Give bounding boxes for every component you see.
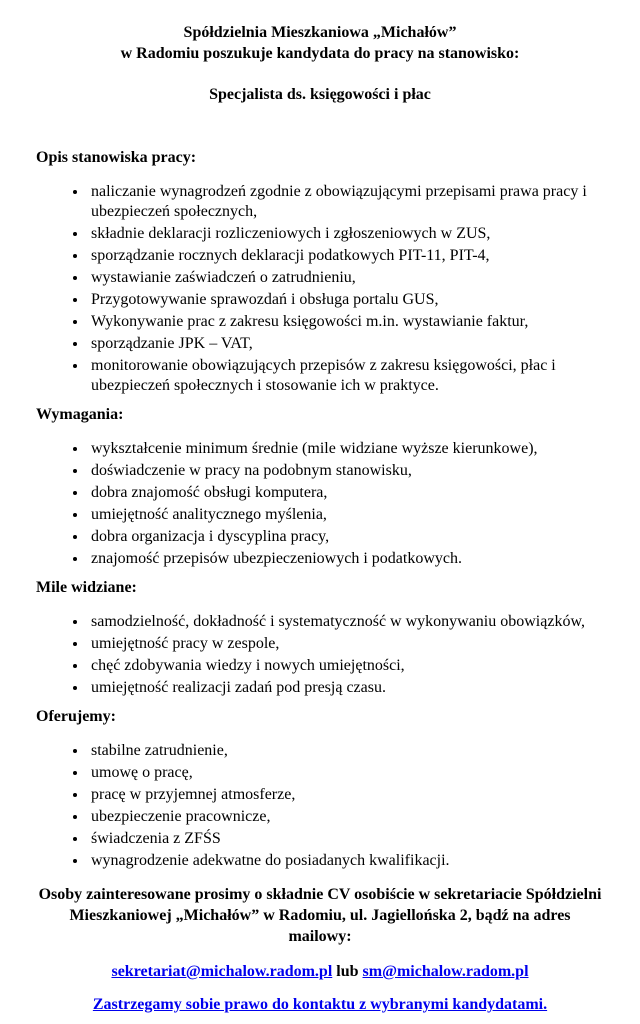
contact-line-1: Osoby zainteresowane prosimy o składnie CV osobiście w sekretariacie Spółdzielni xyxy=(38,886,602,903)
bullet-item: • dobra organizacja i dyscyplina pracy, xyxy=(88,527,604,547)
bullet-item: • umiejętność pracy w zespole, xyxy=(88,634,604,654)
contact-paragraph xyxy=(36,884,604,947)
bullet-item: • składnie deklaracji rozliczeniowych i zgłoszeniowych w ZUS, xyxy=(88,224,604,244)
bullet-item: • stabilne zatrudnienie, xyxy=(88,741,604,761)
section-heading-opis-stanowiska: Opis stanowiska pracy: xyxy=(36,149,197,166)
bullet-list-oferujemy xyxy=(36,741,604,871)
org-name: Spółdzielnia Mieszkaniowa „Michałów” xyxy=(183,24,457,41)
bullet-item: • umiejętność realizacji zadań pod presją czasu. xyxy=(88,678,604,698)
bullet-list-mile-widziane xyxy=(36,612,604,698)
bullet-item: • znajomość przepisów ubezpieczeniowych i podatkowych. xyxy=(88,549,604,569)
bullet-list-wymagania xyxy=(36,439,604,569)
bullet-item: • dobra znajomość obsługi komputera, xyxy=(88,483,604,503)
header-subtitle: w Radomiu poszukuje kandydata do pracy na stanowisko: xyxy=(120,45,520,62)
bullet-item: • ubezpieczenie pracownicze, xyxy=(88,807,604,827)
bullet-item: • sporządzanie JPK – VAT, xyxy=(88,334,604,354)
bullet-item: • naliczanie wynagrodzeń zgodnie z obowiązującymi przepisami prawa pracy i ubezpieczeń społecznych, xyxy=(88,182,604,222)
bullet-item: • Przygotowywanie sprawozdań i obsługa portalu GUS, xyxy=(88,290,604,310)
bullet-item: • chęć zdobywania wiedzy i nowych umiejętności, xyxy=(88,656,604,676)
bullet-item: • Wykonywanie prac z zakresu księgowości m.in. wystawianie faktur, xyxy=(88,312,604,332)
email-link-secondary[interactable]: sm@michalow.radom.pl xyxy=(362,963,529,980)
contact-line-2: Mieszkaniowej „Michałów” w Radomiu, ul. Jagiellońska 2, bądź na adres mailowy: xyxy=(69,907,571,945)
bullet-item: • wykształcenie minimum średnie (mile widziane wyższe kierunkowe), xyxy=(88,439,604,459)
bullet-item: • świadczenia z ZFŚS xyxy=(88,829,604,849)
bullet-item: • pracę w przyjemnej atmosferze, xyxy=(88,785,604,805)
bullet-item: • monitorowanie obowiązujących przepisów z zakresu księgowości, płac i ubezpieczeń społecznych i stosowanie ich w praktyce. xyxy=(88,356,604,396)
job-title: Specjalista ds. księgowości i płac xyxy=(209,86,431,103)
bullet-item: • umiejętność analitycznego myślenia, xyxy=(88,505,604,525)
bullet-item: • doświadczenie w pracy na podobnym stanowisku, xyxy=(88,461,604,481)
bullet-item: • wystawianie zaświadczeń o zatrudnieniu, xyxy=(88,268,604,288)
closing-note xyxy=(36,994,604,1015)
closing-note-link[interactable]: Zastrzegamy sobie prawo do kontaktu z wybranymi kandydatami. xyxy=(92,996,548,1013)
bullet-item: • sporządzanie rocznych deklaracji podatkowych PIT-11, PIT-4, xyxy=(88,246,604,266)
bullet-list-opis-stanowiska xyxy=(36,182,604,396)
email-line xyxy=(36,961,604,982)
email-link-primary[interactable]: sekretariat@michalow.radom.pl xyxy=(111,963,333,980)
section-heading-wymagania: Wymagania: xyxy=(36,406,124,423)
email-separator: lub xyxy=(336,963,359,980)
section-heading-oferujemy: Oferujemy: xyxy=(36,708,116,725)
bullet-item: • umowę o pracę, xyxy=(88,763,604,783)
bullet-item: • samodzielność, dokładność i systematyczność w wykonywaniu obowiązków, xyxy=(88,612,604,632)
document-header xyxy=(36,22,604,64)
bullet-item: • wynagrodzenie adekwatne do posiadanych kwalifikacji. xyxy=(88,851,604,871)
section-heading-mile-widziane: Mile widziane: xyxy=(36,579,137,596)
